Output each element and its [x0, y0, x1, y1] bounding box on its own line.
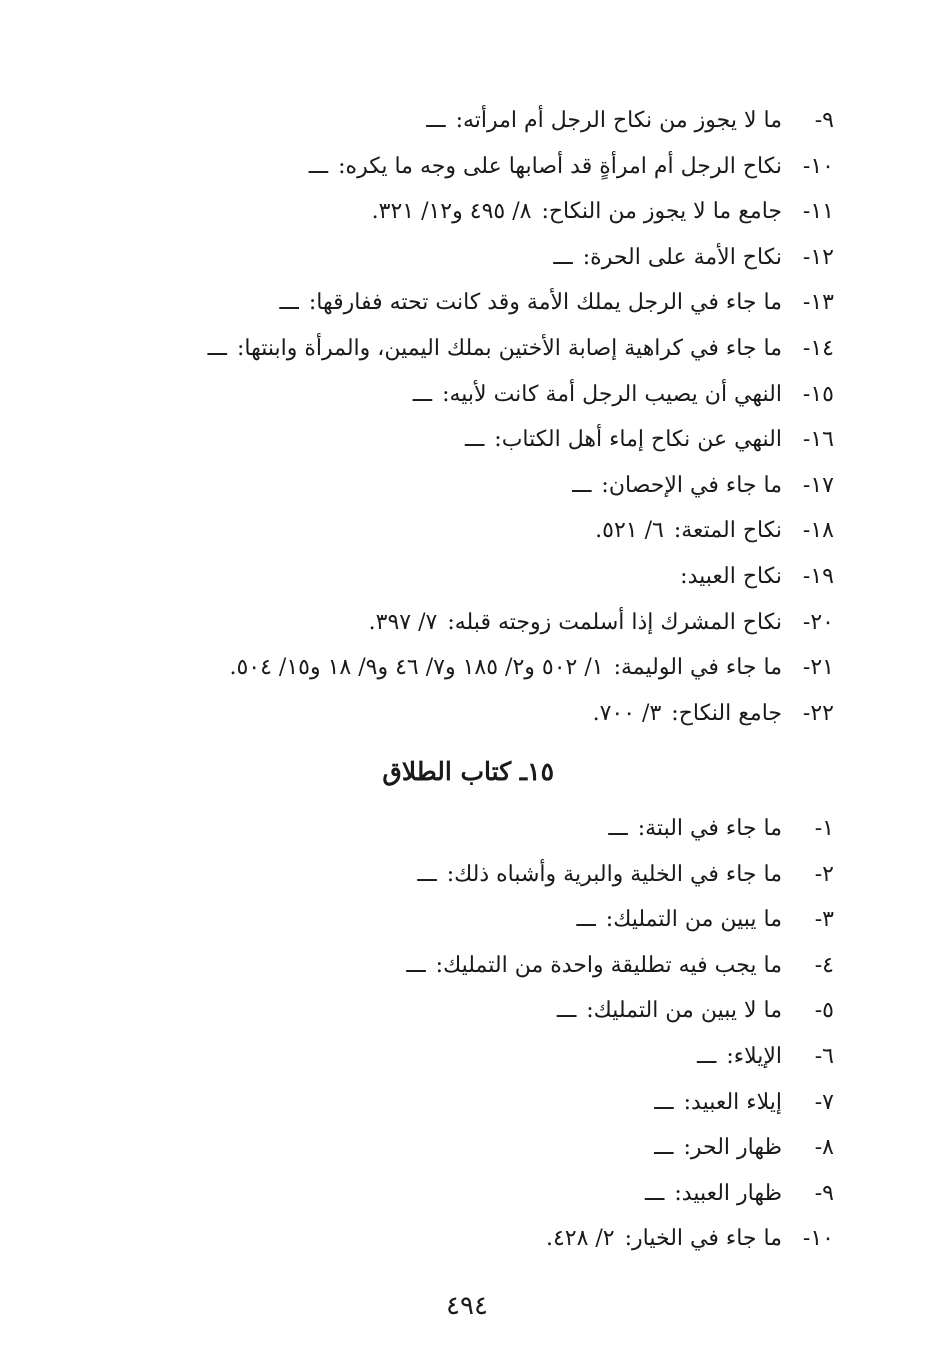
- entry-title: ما جاء في كراهية إصابة الأختين بملك اليمين، والمرأة وابنتها:: [236, 335, 782, 361]
- list-item: [74, 508, 834, 554]
- entry-number: ١٠-: [802, 1226, 834, 1252]
- entry-title: نكاح المشرك إذا أسلمت زوجته قبله:: [447, 609, 782, 635]
- section-heading: ١٥ـ كتاب الطلاق: [382, 757, 554, 786]
- entry-title: ما جاء في البتة:: [637, 816, 782, 841]
- entry-reference: ـــ: [556, 998, 577, 1024]
- talaq-chapter-list: [74, 806, 834, 1262]
- entry-title: الإيلاء:: [726, 1043, 782, 1069]
- entry-number: ٤-: [814, 952, 834, 978]
- list-item: [74, 600, 834, 646]
- entry-title: ما جاء في الإحصان:: [601, 472, 782, 498]
- entry-title: جامع النكاح:: [671, 700, 782, 726]
- entry-title: ما جاء في الخلية والبرية وأشباه ذلك:: [446, 861, 782, 887]
- list-item: [74, 988, 834, 1034]
- list-item: [74, 1125, 834, 1171]
- list-item: [74, 235, 834, 281]
- entry-number: ٢٢-: [802, 700, 834, 726]
- list-item: [74, 280, 834, 326]
- entry-reference: ـــ: [553, 244, 573, 270]
- list-item: [74, 1080, 834, 1126]
- nikah-chapter-list: [74, 98, 834, 736]
- entry-reference: ـــ: [654, 1135, 674, 1161]
- entry-title: جامع ما لا يجوز من النكاح:: [541, 199, 782, 225]
- entry-reference: ـــ: [279, 290, 299, 316]
- entry-number: ١-: [814, 816, 834, 841]
- entry-reference: ـــ: [308, 153, 329, 179]
- entry-title: النهي عن نكاح إماء أهل الكتاب:: [494, 427, 782, 453]
- entry-number: ٣-: [814, 907, 834, 933]
- entry-reference: ٨/ ٤٩٥ و١٢/ ٣٢١.: [371, 199, 532, 225]
- entry-title: إيلاء العبيد:: [683, 1089, 782, 1115]
- entry-number: ٨-: [814, 1135, 834, 1161]
- page-number: ٤٩٤: [446, 1291, 488, 1321]
- list-item: [74, 1034, 834, 1080]
- entry-number: ١٥-: [802, 381, 834, 407]
- list-item: [74, 417, 834, 463]
- list-item: [74, 897, 834, 943]
- entry-number: ١٠-: [802, 153, 834, 179]
- entry-title: ما يجب فيه تطليقة واحدة من التمليك:: [435, 952, 782, 978]
- entry-reference: [670, 554, 680, 600]
- entry-number: ٧-: [814, 1089, 834, 1115]
- entry-number: ١٩-: [802, 563, 834, 589]
- entry-title: نكاح المتعة:: [673, 518, 782, 544]
- entry-reference: ٦/ ٥٢١.: [595, 518, 664, 544]
- entry-reference: ـــ: [417, 861, 437, 887]
- entry-title: ما لا يجوز من نكاح الرجل أم امرأته:: [455, 108, 782, 133]
- entry-number: ١١-: [802, 199, 834, 225]
- list-item: [74, 943, 834, 989]
- entry-title: نكاح العبيد:: [680, 563, 782, 589]
- list-item: [74, 554, 834, 600]
- entry-number: ٩-: [814, 108, 834, 133]
- entry-title: نكاح الرجل أم امرأةٍ قد أصابها على وجه ما يكره:: [338, 153, 782, 179]
- entry-title: ما جاء في الرجل يملك الأمة وقد كانت تحته ففارقها:: [308, 290, 782, 316]
- entry-title: ظهار الحر:: [683, 1135, 782, 1161]
- entry-reference: ـــ: [426, 108, 446, 133]
- entry-number: ١٨-: [802, 518, 834, 544]
- list-item: [74, 645, 834, 691]
- list-item: [74, 189, 834, 235]
- entry-reference: ـــ: [412, 381, 433, 407]
- entry-number: ١٢-: [802, 244, 834, 270]
- list-item: [74, 463, 834, 509]
- entry-reference: ـــ: [207, 335, 227, 361]
- entry-title: النهي أن يصيب الرجل أمة كانت لأبيه:: [442, 381, 782, 407]
- list-item: [74, 691, 834, 737]
- list-item: [74, 372, 834, 418]
- entry-reference: ٢/ ٤٢٨.: [545, 1226, 615, 1252]
- entry-title: ما جاء في الخيار:: [624, 1226, 782, 1252]
- entry-reference: ـــ: [406, 952, 426, 978]
- entry-number: ٢-: [814, 861, 834, 887]
- entry-number: ١٤-: [802, 335, 834, 361]
- entry-title: ما لا يبين من التمليك:: [586, 998, 782, 1024]
- entry-reference: ـــ: [608, 816, 628, 841]
- entry-reference: ٧/ ٣٩٧.: [368, 609, 438, 635]
- entry-number: ١٧-: [802, 472, 834, 498]
- entry-reference: ١/ ٥٠٢ و٢/ ١٨٥ و٧/ ٤٦ و٩/ ١٨ و١٥/ ٥٠٤.: [229, 655, 604, 681]
- entry-reference: ـــ: [645, 1180, 665, 1206]
- list-item: [74, 1171, 834, 1217]
- list-item: [74, 98, 834, 144]
- list-item: [74, 806, 834, 852]
- entry-title: ما يبين من التمليك:: [605, 907, 782, 933]
- list-item: [74, 852, 834, 898]
- entry-reference: ـــ: [696, 1043, 717, 1069]
- entry-title: ما جاء في الوليمة:: [613, 655, 782, 681]
- entry-title: نكاح الأمة على الحرة:: [582, 244, 782, 270]
- entry-number: ٩-: [814, 1180, 834, 1206]
- entry-number: ٢١-: [802, 655, 834, 681]
- entry-reference: ـــ: [576, 907, 596, 933]
- entry-reference: ـــ: [572, 472, 592, 498]
- entry-reference: ـــ: [464, 427, 485, 453]
- entry-number: ١٦-: [802, 427, 834, 453]
- entry-number: ٥-: [814, 998, 834, 1024]
- entry-reference: ٣/ ٧٠٠.: [592, 700, 662, 726]
- list-item: [74, 326, 834, 372]
- list-item: [74, 144, 834, 190]
- entry-title: ظهار العبيد:: [674, 1180, 782, 1206]
- list-item: [74, 1216, 834, 1262]
- entry-reference: ـــ: [654, 1089, 674, 1115]
- entry-number: ٢٠-: [802, 609, 834, 635]
- entry-number: ٦-: [814, 1043, 834, 1069]
- entry-number: ١٣-: [802, 290, 834, 316]
